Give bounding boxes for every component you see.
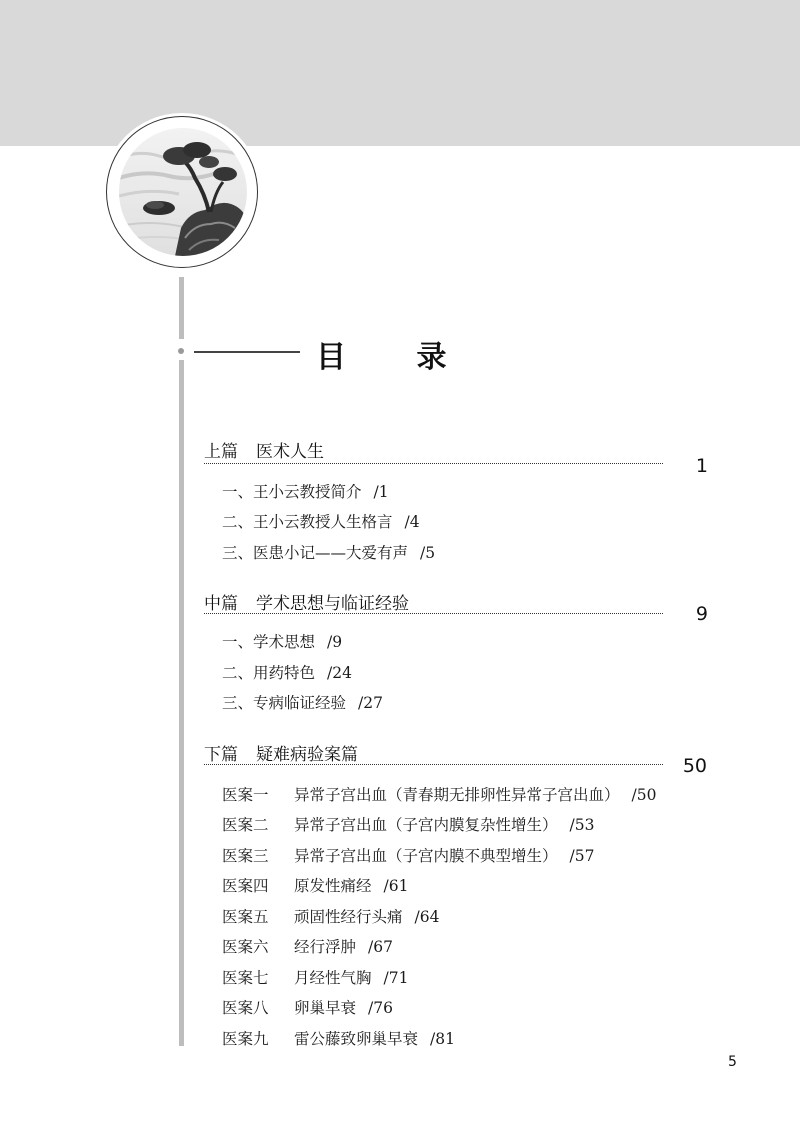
toc-entry[interactable]: 医案五 顽固性经行头痛 /64 [222,908,440,926]
section-name: 疑难病验案篇 [256,745,358,765]
title-rule [194,351,300,353]
toc-entry[interactable]: 三、专病临证经验 /27 [222,694,383,712]
section-page-number: 50 [682,755,707,777]
sidebar-bar-top [179,277,184,339]
header-band [0,0,800,146]
toc-entry[interactable]: 医案九 雷公藤致卵巢早衰 /81 [222,1030,455,1048]
section-heading-lower[interactable] [204,740,664,765]
toc-entry[interactable]: 二、王小云教授人生格言 /4 [222,513,420,531]
section-heading-middle[interactable] [204,589,664,614]
dotted-leader [204,764,663,765]
toc-entry[interactable]: 一、王小云教授简介 /1 [222,483,389,501]
toc-entry[interactable]: 医案四 原发性痛经 /61 [222,877,409,895]
toc-entry[interactable]: 三、医患小记——大爱有声 /5 [222,544,436,562]
page-number: 5 [728,1054,737,1070]
toc-entry[interactable]: 医案一 异常子宫出血（青春期无排卵性异常子宫出血） /50 [222,786,657,804]
landscape-painting-icon [119,128,247,256]
section-name: 学术思想与临证经验 [256,594,409,614]
section-tag: 中篇 [204,594,238,614]
title-bullet [178,348,184,354]
section-tag: 下篇 [204,745,238,765]
section-tag: 上篇 [204,442,238,462]
section-page-number: 9 [695,603,708,625]
section-name: 医术人生 [256,442,324,462]
section-page-number: 1 [695,455,708,477]
sidebar-bar-main [179,360,184,1046]
toc-entry[interactable]: 医案六 经行浮肿 /67 [222,938,393,956]
dotted-leader [204,463,663,464]
section-heading-upper[interactable] [204,437,664,462]
toc-entry[interactable]: 医案三 异常子宫出血（子宫内膜不典型增生） /57 [222,847,595,865]
page-title: 目 录 [316,340,477,375]
toc-entry[interactable]: 一、学术思想 /9 [222,633,343,651]
toc-entry[interactable]: 医案二 异常子宫出血（子宫内膜复杂性增生） /53 [222,816,595,834]
toc-entry[interactable]: 医案七 月经性气胸 /71 [222,969,409,987]
dotted-leader [204,613,663,614]
toc-entry[interactable]: 医案八 卵巢早衰 /76 [222,999,393,1017]
toc-entry[interactable]: 二、用药特色 /24 [222,664,352,682]
